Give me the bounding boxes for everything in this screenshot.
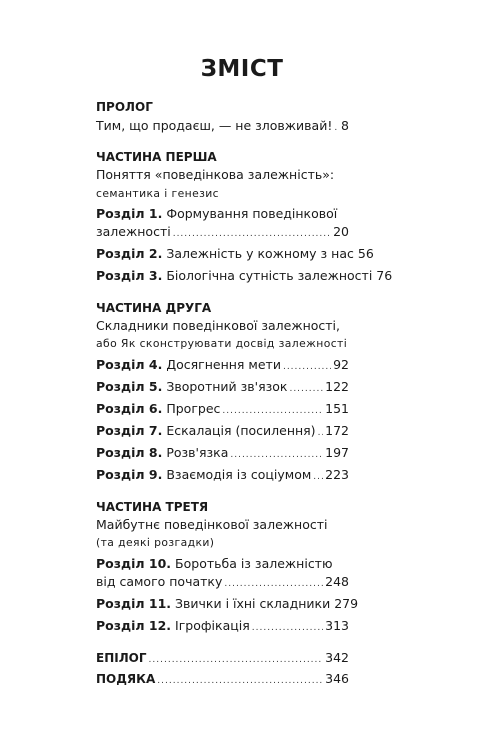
chapter-number: Розділ 11. [96,596,172,611]
part1-subtitle-line1: Поняття «поведінкова залежність»: [96,167,335,182]
prologue-heading: ПРОЛОГ [96,100,153,114]
chapter-number: Розділ 2. [96,246,163,261]
dot-leader [222,403,323,419]
toc-entry-ch2[interactable] [96,246,374,264]
dot-leader [224,576,323,592]
chapter-number: Розділ 10. [96,556,172,571]
entry-title-continued: залежності [96,224,171,239]
entry-title: Прогрес [166,401,221,416]
part3-subtitle-line1: Майбутнє поведінкової залежності [96,517,328,532]
entry-title: ПОДЯКА [96,672,156,686]
chapter-number: Розділ 4. [96,357,163,372]
dot-leader [157,673,323,689]
chapter-number: Розділ 12. [96,618,172,633]
page-number: 223 [325,467,349,482]
dot-leader [283,359,331,375]
entry-title: Зворотний зв'язок [166,379,288,394]
chapter-number: Розділ 7. [96,423,163,438]
toc-entry-prologue[interactable] [96,118,349,136]
toc-entry-ch8[interactable] [96,445,349,463]
part1-heading: ЧАСТИНА ПЕРША [96,150,217,164]
entry-title: Формування поведінкової [166,206,338,221]
part2-subtitle-line1: Складники поведінкової залежності, [96,318,341,333]
toc-entry-ch9[interactable] [96,467,349,485]
page-number: 92 [333,357,349,372]
toc-entry-ch6[interactable] [96,401,349,419]
dot-leader [334,120,339,136]
entry-title: Звички і їхні складники [175,596,331,611]
entry-title: Біологічна сутність залежності [166,268,373,283]
entry-title: Боротьба із залежністю [175,556,333,571]
entry-title: Ігрофікація [175,618,250,633]
page-number: 20 [333,224,349,239]
page-number: 8 [341,118,349,133]
page-number: 346 [325,671,349,686]
toc-entry-ch1-line1[interactable] [96,206,349,222]
dot-leader [318,425,324,441]
page-number: 151 [325,401,349,416]
toc-entry-ch5[interactable] [96,379,349,397]
toc-entry-thanks[interactable] [96,671,349,689]
dot-leader [313,469,323,485]
entry-title: Досягнення мети [166,357,281,372]
page-number: 279 [334,596,359,611]
page-number: 122 [325,379,349,394]
chapter-number: Розділ 5. [96,379,163,394]
toc-entry-ch7[interactable] [96,423,349,441]
part1-subtitle-line2: семантика і генезис [96,187,220,200]
entry-title: Залежність у кожному з нас [166,246,354,261]
page-number: 76 [376,268,393,283]
page-number: 172 [325,423,349,438]
entry-title-continued: від самого початку [96,574,223,589]
entry-title: Тим, що продаєш, — не зловживай! [96,118,333,133]
page-title: ЗМІСТ [200,56,284,82]
dot-leader [230,447,323,463]
dot-leader [149,652,324,668]
toc-entry-ch11[interactable] [96,596,359,614]
toc-entry-ch1[interactable] [96,224,349,242]
dot-leader [289,381,323,397]
toc-entry-ch3[interactable] [96,268,393,286]
dot-leader [173,226,331,242]
chapter-number: Розділ 1. [96,206,163,221]
chapter-number: Розділ 3. [96,268,163,283]
entry-title: Взаємодія із соціумом [166,467,312,482]
page-number: 248 [325,574,349,589]
page-number: 313 [325,618,349,633]
page-number: 197 [325,445,349,460]
entry-title: ЕПІЛОГ [96,651,147,665]
toc-entry-epilogue[interactable] [96,650,349,668]
part3-heading: ЧАСТИНА ТРЕТЯ [96,500,209,514]
part2-subtitle-line2: або Як сконструювати досвід залежності [96,337,348,350]
chapter-number: Розділ 6. [96,401,163,416]
page-number: 56 [357,246,374,261]
chapter-number: Розділ 9. [96,467,163,482]
chapter-number: Розділ 8. [96,445,163,460]
dot-leader [252,620,323,636]
toc-entry-ch10-line1[interactable] [96,556,349,572]
toc-entry-ch10[interactable] [96,574,349,592]
toc-entry-ch12[interactable] [96,618,349,636]
part3-subtitle-line2: (та деякі розгадки) [96,536,215,549]
entry-title: Ескалація (посилення) [166,423,316,438]
entry-title: Розв'язка [166,445,229,460]
toc-entry-ch4[interactable] [96,357,349,375]
page-number: 342 [325,650,349,665]
part2-heading: ЧАСТИНА ДРУГА [96,301,212,315]
